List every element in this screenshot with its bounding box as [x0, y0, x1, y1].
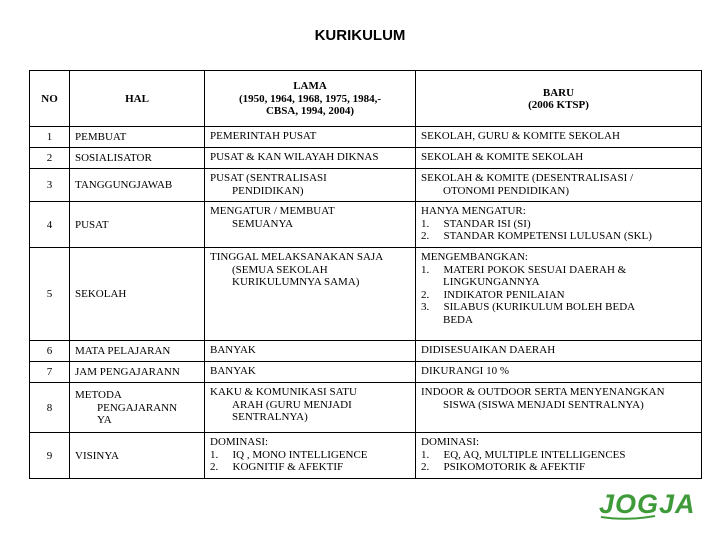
cell-no: 2	[30, 148, 70, 169]
cell-hal	[70, 383, 205, 433]
hal-line: PENGAJARANN	[97, 401, 178, 414]
cell-baru	[416, 202, 702, 248]
cell-baru	[416, 383, 702, 433]
list-text: IQ , MONO INTELLIGENCE	[232, 448, 368, 461]
baru-line: OTONOMI PENDIDIKAN)	[443, 184, 569, 197]
baru-line: HANYA MENGATUR:	[421, 205, 526, 217]
table-row	[30, 127, 702, 148]
list-number: 1.	[421, 448, 430, 461]
list-number: 3.	[421, 301, 430, 313]
list-number: 1.	[421, 217, 430, 230]
cell-lama	[205, 248, 416, 341]
table-row	[30, 169, 702, 202]
cell-lama	[205, 202, 416, 248]
table-row	[30, 202, 702, 248]
list-text: PSIKOMOTORIK & AFEKTIF	[443, 461, 586, 473]
cell-baru	[416, 127, 702, 148]
list-text: EQ, AQ, MULTIPLE INTELLIGENCES	[443, 448, 626, 461]
lama-line: PENDIDIKAN)	[232, 184, 304, 197]
lama-line: TINGGAL MELAKSANAKAN SAJA	[210, 251, 384, 263]
list-text: SILABUS (KURIKULUM BOLEH BEDA	[443, 301, 636, 313]
cell-no: 8	[30, 383, 70, 433]
lama-line: KURIKULUMNYA SAMA)	[232, 276, 360, 288]
list-text: INDIKATOR PENILAIAN	[443, 288, 565, 301]
lama-line: ARAH (GURU MENJADI	[232, 398, 352, 411]
header-lama-line: CBSA, 1994, 2004)	[265, 105, 354, 118]
list-number: 2.	[421, 461, 430, 473]
cell-no: 6	[30, 341, 70, 362]
cell-baru	[416, 248, 702, 341]
lama-line	[210, 461, 410, 474]
jogja-logo-graphic	[597, 486, 693, 522]
hal-line: TANGGUNGJAWAB	[75, 179, 173, 192]
table-row	[30, 362, 702, 383]
baru-line	[421, 461, 696, 474]
cell-hal	[70, 341, 205, 362]
baru-line: DIKURANGI 10 %	[421, 365, 509, 377]
hal-line: METODA	[75, 389, 122, 402]
lama-line: DOMINASI:	[210, 436, 269, 448]
lama-line: BANYAK	[210, 344, 256, 356]
lama-line: (SEMUA SEKOLAH	[232, 263, 328, 276]
hal-line: VISINYA	[75, 449, 119, 462]
lama-line	[210, 449, 410, 462]
jogja-logo-text: JOGJA	[599, 489, 693, 519]
lama-line: SENTRALNYA)	[232, 411, 308, 423]
list-text: STANDAR ISI (SI)	[443, 217, 531, 230]
cell-lama	[205, 383, 416, 433]
lama-line: KAKU & KOMUNIKASI SATU	[210, 386, 357, 398]
list-number: 2.	[421, 230, 430, 242]
baru-line	[421, 301, 696, 314]
baru-line	[421, 289, 696, 302]
lama-line: PEMERINTAH PUSAT	[210, 130, 317, 142]
baru-line	[421, 264, 696, 277]
baru-line: SEKOLAH & KOMITE (DESENTRALISASI /	[421, 172, 634, 184]
cell-no: 4	[30, 202, 70, 248]
hal-line: PUSAT	[75, 218, 109, 231]
hal-line: SEKOLAH	[75, 288, 127, 301]
table-header-row	[30, 71, 702, 127]
baru-line: LINGKUNGANNYA	[443, 276, 540, 288]
cell-baru	[416, 341, 702, 362]
table-row	[30, 383, 702, 433]
header-baru-line: (2006 KTSP)	[528, 99, 589, 111]
cell-lama	[205, 341, 416, 362]
jogja-logo	[597, 486, 693, 527]
list-number: 1.	[210, 448, 219, 461]
list-text: STANDAR KOMPETENSI LULUSAN (SKL)	[443, 230, 652, 242]
cell-no: 1	[30, 127, 70, 148]
baru-line: SISWA (SISWA MENJADI SENTRALNYA)	[443, 398, 644, 411]
table-row	[30, 248, 702, 341]
lama-line: MENGATUR / MEMBUAT	[210, 205, 335, 217]
baru-line: SEKOLAH, GURU & KOMITE SEKOLAH	[421, 130, 620, 142]
baru-line: INDOOR & OUTDOOR SERTA MENYENANGKAN	[421, 386, 665, 398]
table-row	[30, 148, 702, 169]
lama-line: PUSAT & KAN WILAYAH DIKNAS	[210, 151, 379, 163]
cell-hal	[70, 127, 205, 148]
list-number: 2.	[421, 288, 430, 301]
header-lama	[205, 71, 416, 127]
hal-line: SOSIALISATOR	[75, 152, 152, 165]
lama-line: PUSAT (SENTRALISASI	[210, 172, 327, 184]
table-row	[30, 341, 702, 362]
header-no: NO	[30, 71, 70, 127]
cell-lama	[205, 362, 416, 383]
cell-baru	[416, 148, 702, 169]
cell-no: 7	[30, 362, 70, 383]
cell-hal	[70, 202, 205, 248]
cell-lama	[205, 127, 416, 148]
cell-hal	[70, 148, 205, 169]
cell-hal	[70, 433, 205, 479]
cell-hal	[70, 362, 205, 383]
header-lama-line: LAMA	[293, 80, 327, 93]
baru-line: MENGEMBANGKAN:	[421, 251, 528, 263]
lama-line: SEMUANYA	[232, 217, 294, 230]
header-baru	[416, 71, 702, 127]
cell-baru	[416, 169, 702, 202]
baru-line: DIDISESUAIKAN DAERAH	[421, 344, 556, 356]
cell-no: 9	[30, 433, 70, 479]
cell-no: 3	[30, 169, 70, 202]
list-text: KOGNITIF & AFEKTIF	[232, 461, 344, 473]
baru-line	[421, 218, 696, 231]
hal-line: JAM PENGAJARANN	[75, 366, 180, 379]
baru-line: BEDA	[443, 313, 473, 326]
hal-line: PEMBUAT	[75, 131, 127, 144]
baru-line	[421, 230, 696, 243]
list-text: MATERI POKOK SESUAI DAERAH &	[443, 263, 627, 276]
baru-line	[421, 449, 696, 462]
lama-line: BANYAK	[210, 365, 256, 377]
page-title: KURIKULUM	[314, 27, 406, 44]
baru-line: DOMINASI:	[421, 436, 480, 448]
table-row	[30, 433, 702, 479]
header-lama-line: (1950, 1964, 1968, 1975, 1984,-	[238, 92, 382, 105]
cell-hal	[70, 248, 205, 341]
cell-no: 5	[30, 248, 70, 341]
cell-hal	[70, 169, 205, 202]
header-baru-line: BARU	[542, 86, 575, 99]
hal-line: YA	[97, 414, 112, 427]
cell-lama	[205, 148, 416, 169]
cell-baru	[416, 362, 702, 383]
hal-line: MATA PELAJARAN	[75, 345, 171, 358]
curriculum-table	[29, 70, 702, 479]
baru-line: SEKOLAH & KOMITE SEKOLAH	[421, 151, 584, 163]
cell-lama	[205, 433, 416, 479]
header-hal: HAL	[70, 71, 205, 127]
cell-baru	[416, 433, 702, 479]
cell-lama	[205, 169, 416, 202]
list-number: 2.	[210, 461, 219, 473]
list-number: 1.	[421, 263, 430, 276]
table-body	[30, 127, 702, 479]
